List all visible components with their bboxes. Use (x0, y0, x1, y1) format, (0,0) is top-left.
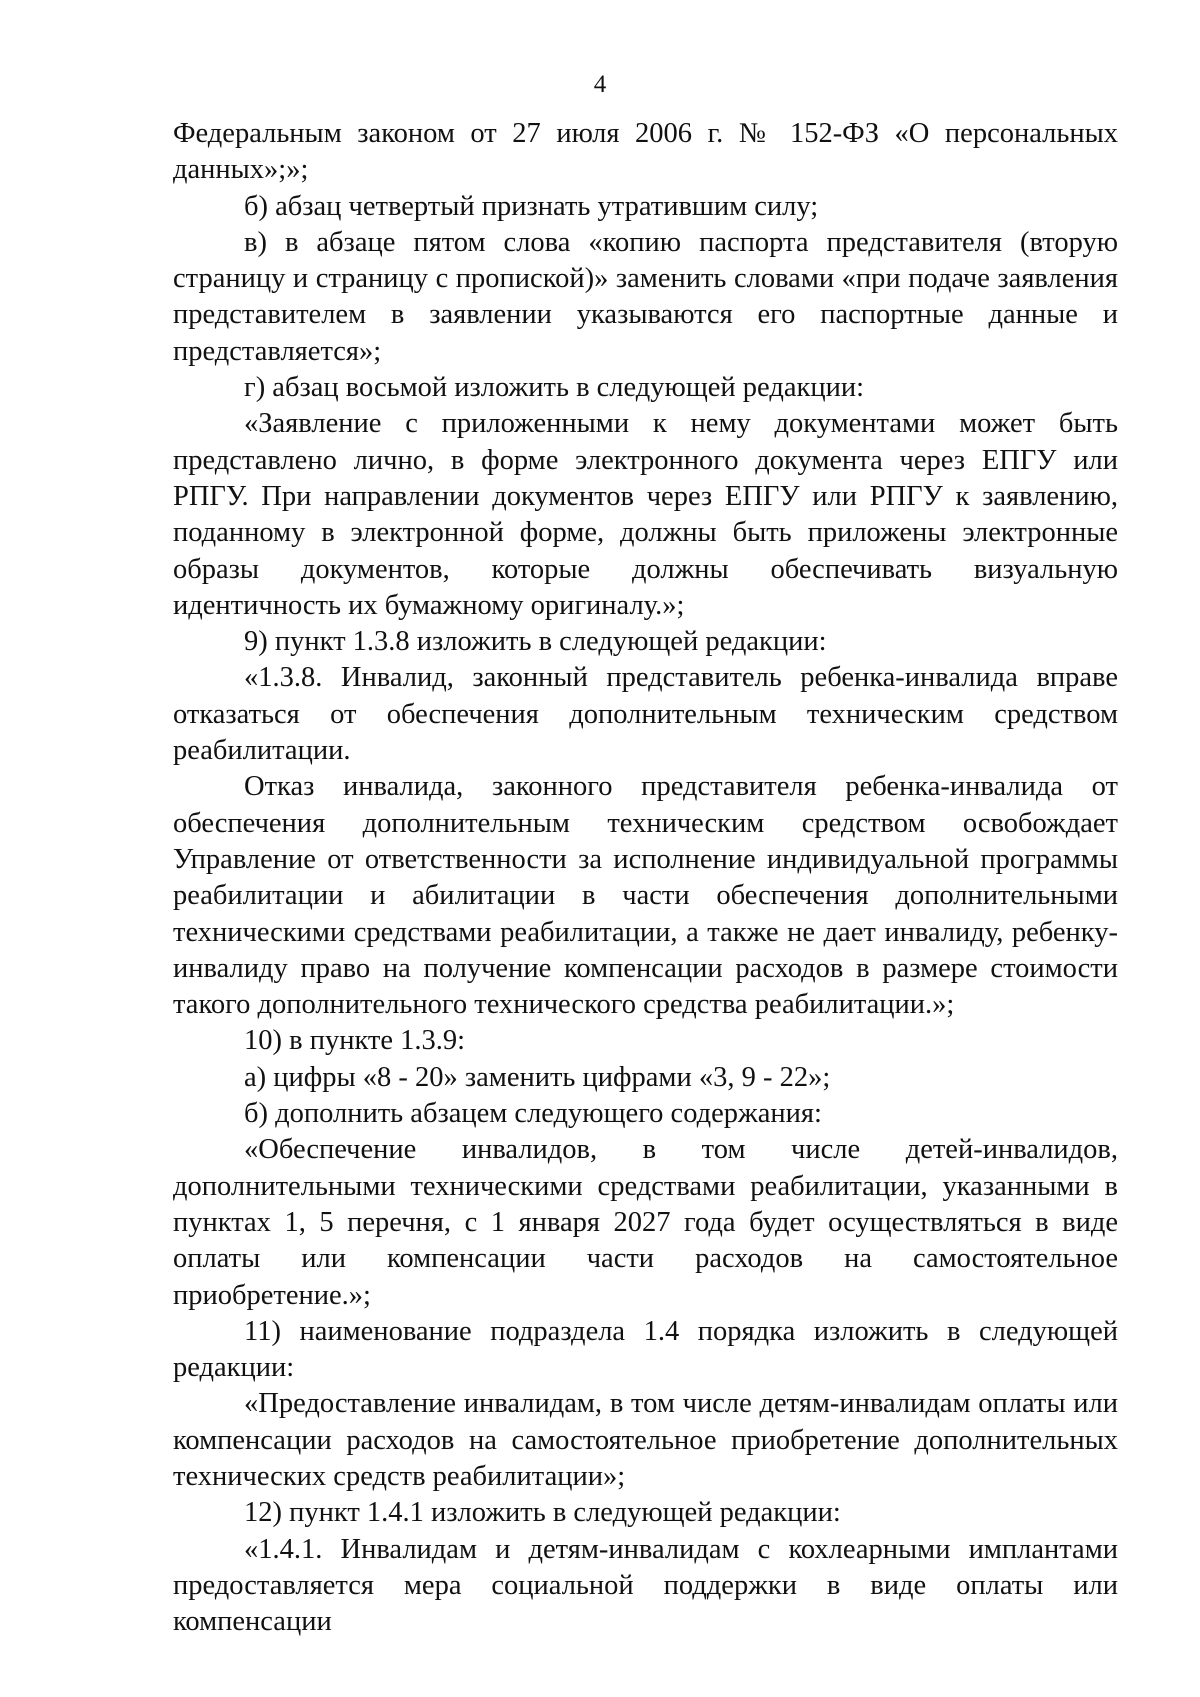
paragraph: 10) в пункте 1.3.9: (244, 1025, 466, 1057)
paragraph: «Предоставление инвалидам, в том числе детям-инвалидам оплаты или компенсации расходов на самостоятельное приобретение дополнительных технических средств реабилитации»; (173, 1388, 1118, 1492)
paragraph: а) цифры «8 - 20» заменить цифрами «3, 9 - 22»; (244, 1061, 831, 1093)
paragraph: Федеральным законом от 27 июля 2006 г. № 152-ФЗ «О персональных данных»;»; (173, 118, 1118, 186)
paragraph: б) дополнить абзацем следующего содержания: (244, 1098, 822, 1130)
document-body (173, 116, 1118, 1640)
paragraph: «Заявление с приложенными к нему документами может быть представлено лично, в форме электронного документа через ЕПГУ или РПГУ. При направлении документов через ЕПГУ или РПГУ к заявлению, поданному в электронной форме, должны быть приложены электронные образы документов, которые должны обеспечивать визуальную идентичность их бумажному оригиналу.»; (173, 408, 1118, 621)
paragraph: г) абзац восьмой изложить в следующей редакции: (244, 372, 865, 404)
paragraph: Отказ инвалида, законного представителя ребенка-инвалида от обеспечения дополнительным техническим средством освобождает Управление от ответственности за исполнение индивидуальной программы реабилитации и абилитации в части обеспечения дополнительными техническими средствами реабилитации, а также не дает инвалиду, ребенку-инвалиду право на получение компенсации расходов в размере стоимости такого дополнительного технического средства реабилитации.»; (173, 771, 1118, 1021)
paragraph: «1.4.1. Инвалидам и детям-инвалидам с кохлеарными имплантами предоставляется мера социальной поддержки в виде оплаты или компенсации (173, 1533, 1118, 1638)
paragraph: 11) наименование подраздела 1.4 порядка изложить в следующей редакции: (173, 1315, 1118, 1384)
paragraph: 9) пункт 1.3.8 изложить в следующей редакции: (244, 626, 827, 658)
paragraph: «Обеспечение инвалидов, в том числе детей-инвалидов, дополнительными техническими средствами реабилитации, указанными в пунктах 1, 5 перечня, с 1 января 2027 года будет осуществляться в виде оплаты или компенсации части расходов на самостоятельное приобретение.»; (173, 1134, 1118, 1311)
paragraph: 12) пункт 1.4.1 изложить в следующей редакции: (244, 1497, 841, 1529)
paragraph: «1.3.8. Инвалид, законный представитель ребенка-инвалида вправе отказаться от обеспечения дополнительным техническим средством реабилитации. (173, 662, 1118, 767)
page-number: 4 (593, 71, 607, 98)
paragraph: в) в абзаце пятом слова «копию паспорта представителя (вторую страницу и страницу с пропиской)» заменить словами «при подаче заявления представителем в заявлении указываются его паспортные данные и представляется»; (173, 226, 1118, 367)
paragraph: б) абзац четвертый признать утратившим силу; (244, 190, 819, 222)
